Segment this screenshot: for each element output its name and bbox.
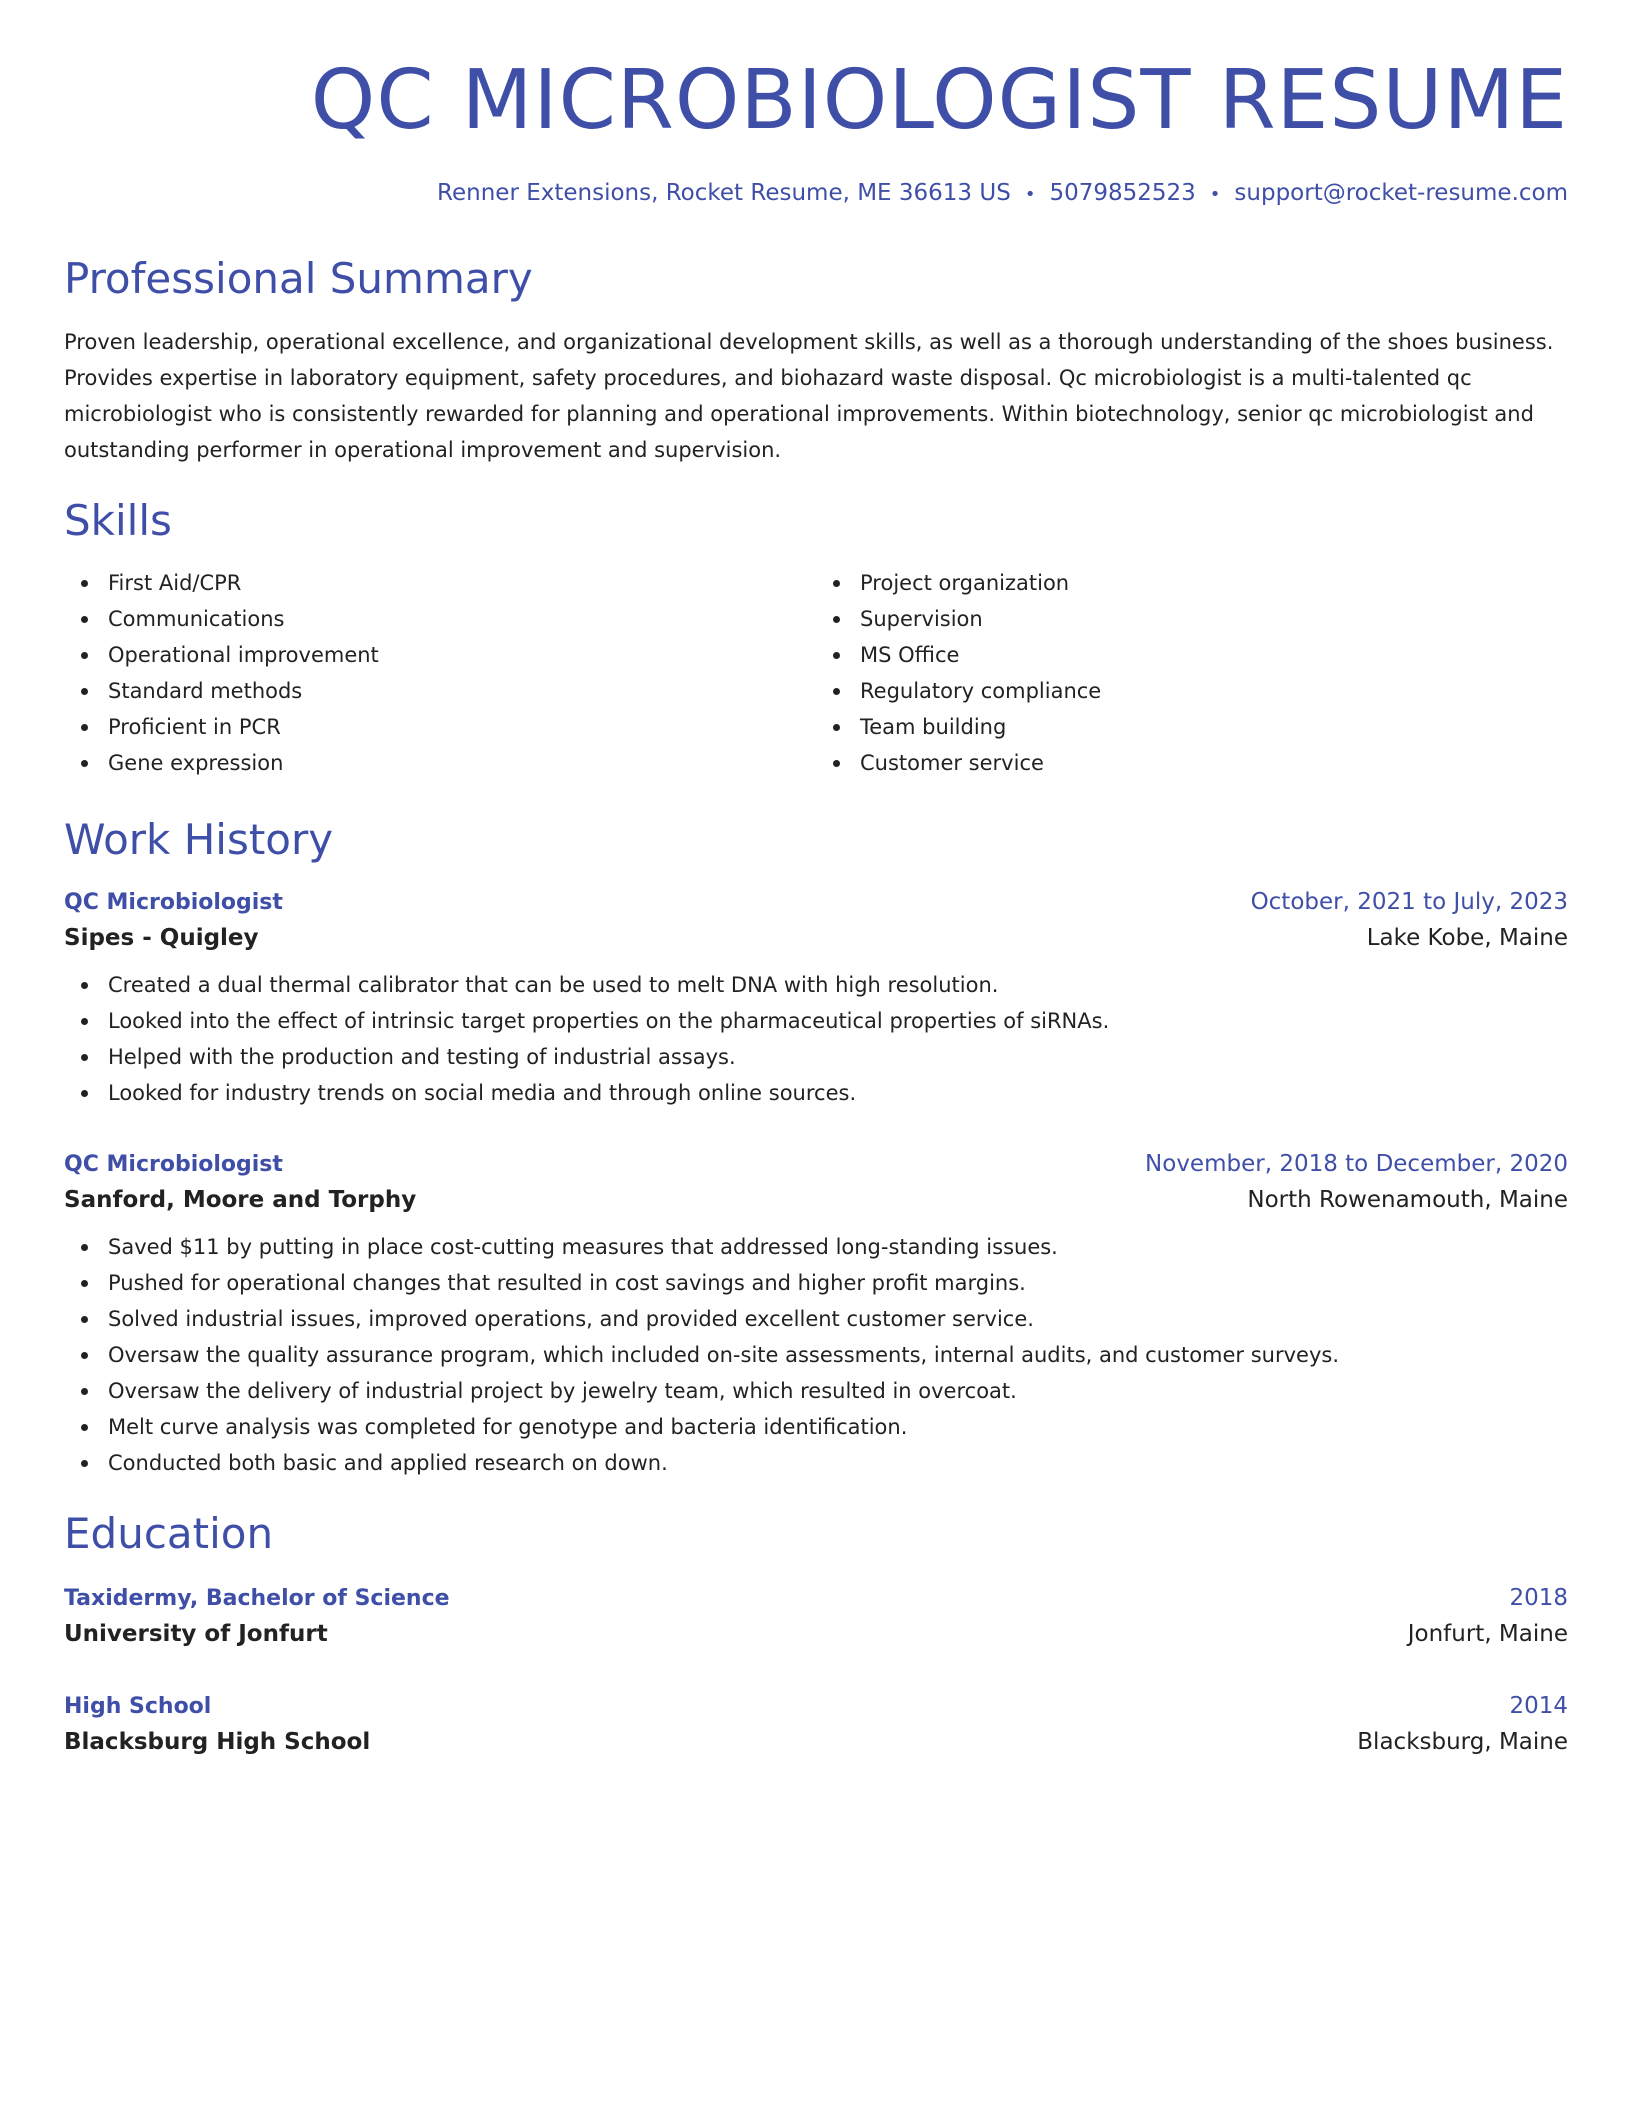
- summary-text: Proven leadership, operational excellence, and organizational development skills, as well as a thorough understanding of the shoes business. Provides expertise in laboratory equipment, safety procedures, and biohazard waste disposal. Qc microbiologist is a multi-talented qc microbiologist who is consistently rewarded for planning and operational improvements. Within biotechnology, senior qc microbiologist and outstanding performer in operational improvement and supervision.: [64, 330, 1554, 463]
- skill-item: Communications: [108, 601, 816, 637]
- job-subheader: [64, 925, 1568, 951]
- education-entry: [64, 1585, 1568, 1647]
- section-title-education: Education: [64, 1508, 274, 1558]
- contact-separator: •: [1209, 184, 1221, 206]
- education-subheader: [64, 1621, 1568, 1647]
- education-location: Blacksburg, Maine: [1357, 1729, 1568, 1756]
- contact-address: Renner Extensions, Rocket Resume, ME 36613 US: [437, 180, 1011, 207]
- skill-item: Operational improvement: [108, 637, 816, 673]
- skill-item: First Aid/CPR: [108, 565, 816, 601]
- job-bullet: Conducted both basic and applied research on down.: [108, 1445, 1568, 1481]
- section-title-skills: Skills: [64, 496, 172, 546]
- skill-item: Regulatory compliance: [860, 673, 1568, 709]
- skills-section: [64, 496, 1568, 780]
- job-bullets: [64, 1229, 1568, 1481]
- job-bullet: Pushed for operational changes that resulted in cost savings and higher profit margins.: [108, 1265, 1568, 1301]
- education-degree: Taxidermy, Bachelor of Science: [64, 1586, 450, 1612]
- skill-item: Supervision: [860, 601, 1568, 637]
- resume-title: QC MICROBIOLOGIST RESUME: [310, 53, 1568, 148]
- job-title: QC Microbiologist: [64, 1151, 283, 1177]
- education-location: Jonfurt, Maine: [1407, 1621, 1568, 1648]
- contact-phone: 5079852523: [1049, 180, 1196, 207]
- skill-item: Customer service: [860, 745, 1568, 781]
- job-title: QC Microbiologist: [64, 889, 283, 915]
- job-entry: [64, 889, 1568, 1111]
- skills-grid: [64, 565, 1568, 781]
- job-bullet: Melt curve analysis was completed for genotype and bacteria identification.: [108, 1409, 1568, 1445]
- job-bullet: Helped with the production and testing of industrial assays.: [108, 1039, 1568, 1075]
- job-company: Sanford, Moore and Torphy: [64, 1186, 417, 1213]
- education-section: [64, 1509, 1568, 1755]
- skill-item: Project organization: [860, 565, 1568, 601]
- job-bullet: Solved industrial issues, improved operations, and provided excellent customer service.: [108, 1301, 1568, 1337]
- resume-header: [64, 53, 1568, 208]
- education-header: [64, 1693, 1568, 1719]
- skill-item: Proficient in PCR: [108, 709, 816, 745]
- education-entry: [64, 1693, 1568, 1755]
- work-history-section: [64, 815, 1568, 1481]
- professional-summary-section: [64, 254, 1568, 468]
- education-school: University of Jonfurt: [64, 1621, 328, 1648]
- job-subheader: [64, 1187, 1568, 1213]
- job-header: [64, 889, 1568, 915]
- contact-line: [64, 180, 1568, 208]
- education-year: 2014: [1509, 1693, 1568, 1720]
- job-bullet: Created a dual thermal calibrator that can be used to melt DNA with high resolution.: [108, 967, 1568, 1003]
- section-title-work-history: Work History: [64, 814, 334, 864]
- job-bullet: Saved $11 by putting in place cost-cutting measures that addressed long-standing issues.: [108, 1229, 1568, 1265]
- job-dates: October, 2021 to July, 2023: [1250, 888, 1568, 915]
- job-entry: [64, 1151, 1568, 1481]
- job-dates: November, 2018 to December, 2020: [1145, 1150, 1568, 1177]
- education-header: [64, 1585, 1568, 1611]
- skill-item: Gene expression: [108, 745, 816, 781]
- education-school: Blacksburg High School: [64, 1729, 371, 1756]
- education-year: 2018: [1509, 1585, 1568, 1612]
- skill-item: Standard methods: [108, 673, 816, 709]
- job-company: Sipes - Quigley: [64, 924, 259, 951]
- job-bullet: Looked into the effect of intrinsic target properties on the pharmaceutical properties of siRNAs.: [108, 1003, 1568, 1039]
- skills-column-right: [816, 565, 1568, 781]
- job-location: North Rowenamouth, Maine: [1247, 1186, 1568, 1213]
- job-header: [64, 1151, 1568, 1177]
- education-subheader: [64, 1729, 1568, 1755]
- job-bullets: [64, 967, 1568, 1111]
- skill-item: Team building: [860, 709, 1568, 745]
- education-degree: High School: [64, 1694, 212, 1720]
- skill-item: MS Office: [860, 637, 1568, 673]
- job-bullet: Oversaw the delivery of industrial project by jewelry team, which resulted in overcoat.: [108, 1373, 1568, 1409]
- job-location: Lake Kobe, Maine: [1366, 924, 1568, 951]
- job-bullet: Looked for industry trends on social media and through online sources.: [108, 1075, 1568, 1111]
- job-bullet: Oversaw the quality assurance program, which included on-site assessments, internal audits, and customer surveys.: [108, 1337, 1568, 1373]
- skills-column-left: [64, 565, 816, 781]
- section-title-summary: Professional Summary: [64, 253, 533, 303]
- contact-separator: •: [1024, 184, 1036, 206]
- contact-email: support@rocket-resume.com: [1234, 180, 1568, 207]
